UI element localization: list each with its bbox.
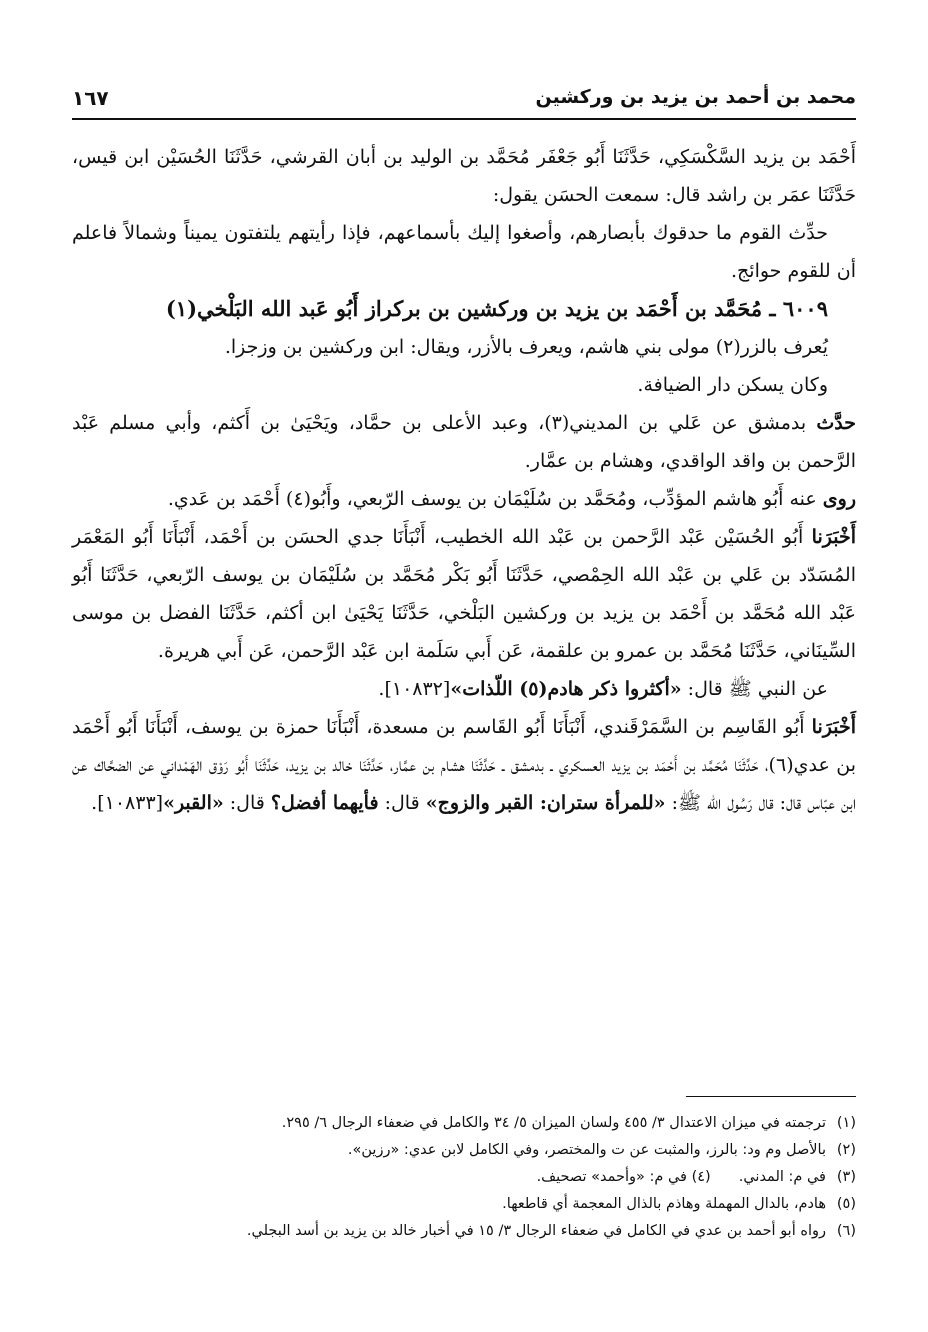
question-text: فأيهما أفضل؟ bbox=[270, 792, 379, 814]
footnote-number: (٥) bbox=[836, 1196, 856, 1212]
hadith-number: [١٠٨٣٣]. bbox=[91, 792, 164, 814]
lead-word: روى bbox=[822, 488, 856, 510]
footnote-text: رواه أبو أحمد بن عدي في الكامل في ضعفاء الرجال ٣/ ١٥ في أخبار خالد بن يزيد بن أسد البجلي. bbox=[246, 1223, 826, 1239]
footnote bbox=[72, 1191, 856, 1218]
footnote-text: بالأصل وم ود: بالرز، والمثبت عن ت والمختصر، وفي الكامل لابن عدي: «رزين». bbox=[347, 1142, 826, 1158]
footnote-number: (٦) bbox=[836, 1223, 856, 1239]
footnote-text: هادم، بالدال المهملة وهاذم بالذال المعجمة أي قاطعها. bbox=[502, 1196, 826, 1212]
connector-text: قال: bbox=[378, 792, 426, 814]
footnote-rule bbox=[686, 1096, 856, 1097]
hadith-intro: عن النبي ﷺ قال: bbox=[681, 678, 828, 700]
footnote-text: في م: «وأحمد» تصحيف. bbox=[536, 1169, 687, 1185]
running-header bbox=[72, 82, 856, 116]
paragraph-text: بدمشق عن عَلي بن المديني(٣)، وعبد الأعلى بن حمَّاد، ويَحْيَىٰ بن أَكثم، وأبي مسلم عَبْد الرَّحمن بن واقد الواقدي، وهشام بن عمَّار. bbox=[72, 412, 856, 472]
paragraph-narrated bbox=[72, 404, 856, 480]
paragraph-residence: وكان يسكن دار الضيافة. bbox=[637, 374, 828, 396]
paragraph-text: أَبُو الحُسَيْن عَبْد الرَّحمن بن عَبْد الله الخطيب، أَنْبَأَنَا جدي الحسَن بن أَحْمَد، أَنْبَأَنَا أَبُو المَعْمَر المُسَدّد بن عَلي بن عَبْد الله الحِمْصي، حَدَّثَنَا أَبُو بَكْر مُحَمَّد بن سُلَيْمَان بن يوسف الرّبعي، حَدَّثَنَا أَبُو عَبْد الله مُحَمَّد بن أَحْمَد بن يزيد بن وركشين البَلْخي، حَدَّثَنَا يَحْيَىٰ ابن أكثم، حَدَّثَنَا الفضل بن موسى السِّينَاني، حَدَّثَنَا مُحَمَّد بن عمرو بن علقمة، عَن أَبي سَلَمة ابن عَبْد الرَّحمن، عَن أَبي هريرة. bbox=[72, 526, 856, 662]
header-title: محمد بن أحمد بن يزيد بن وركشين bbox=[535, 86, 856, 108]
paragraph-known-as: يُعرف بالزر(٢) مولى بني هاشم، ويعرف بالأزر، ويقال: ابن وركشين بن وزجزا. bbox=[224, 336, 828, 358]
main-text bbox=[72, 138, 856, 822]
connector-text: قال: bbox=[223, 792, 271, 814]
paragraph-text: عنه أَبُو هاشم المؤدِّب، ومُحَمَّد بن سُلَيْمَان بن يوسف الرّبعي، وأَبُو(٤) أَحْمَد بن عَدي. bbox=[167, 488, 823, 510]
hadith-number: [١٠٨٣٢]. bbox=[378, 678, 451, 700]
footnotes bbox=[72, 1110, 856, 1245]
paragraph-text: أَبُو القَاسِم بن السَّمَرْقَندي، أَنْبَأَنَا أَبُو القَاسم بن مسعدة، أَنْبَأَنَا حمزة بن يوسف، أَنْبَأَنَا أَبُو أَحْمَد بن عدي(٦)، حَدَّثَنَا مُحَمَّد بن أَحْمَد بن يزيد العسكري ـ بدمشق ـ حَدَّثَنَا هشام بن عمَّار، حَدَّثَنَا خالد بن يزيد، حَدَّثَنَا أَبُو رَوْق الهَمْداني عن الضحَّاك عن ابن عبّاس قال: قال رَسُول الله ﷺ: bbox=[72, 716, 856, 814]
lead-word: حدَّث bbox=[816, 412, 856, 434]
paragraph-narrators bbox=[72, 480, 856, 518]
footnote-text: في م: المدني. bbox=[738, 1169, 826, 1185]
paragraph-quote: حدِّث القوم ما حدقوك بأبصارهم، وأصغوا إليك بأسماعهم، فإذا رأيتهم يلتفتون يميناً وشمالاً فاعلم أن للقوم حوائج. bbox=[72, 222, 856, 282]
paragraph-chain-1 bbox=[72, 518, 856, 670]
footnote bbox=[72, 1218, 856, 1245]
paragraph-isnad: أَحْمَد بن يزيد السَّكْسَكِي، حَدَّثَنَا أَبُو جَعْفَر مُحَمَّد بن الوليد بن أبان القرشي، حَدَّثَنَا الحُسَيْن ابن قيس، حَدَّثَنَا عمَر بن راشد قال: سمعت الحسَن يقول: bbox=[72, 146, 856, 206]
footnote-text: ترجمته في ميزان الاعتدال ٣/ ٤٥٥ ولسان الميزان ٥/ ٣٤ والكامل في ضعفاء الرجال ٦/ ٢٩٥. bbox=[281, 1115, 826, 1131]
footnote-number: (١) bbox=[836, 1115, 856, 1131]
hadith-text: «أكثروا ذكر هادم(٥) اللّذات» bbox=[450, 678, 682, 700]
footnote-number: (٤) bbox=[691, 1169, 711, 1185]
hadith-text: «للمرأة ستران: القبر والزوج» bbox=[425, 792, 666, 814]
paragraph-hadith-1 bbox=[72, 670, 856, 708]
footnote bbox=[72, 1110, 856, 1137]
header-rule bbox=[72, 118, 856, 120]
answer-text: «القبر» bbox=[163, 792, 224, 814]
footnote-number: (٢) bbox=[836, 1142, 856, 1158]
footnote bbox=[72, 1137, 856, 1164]
page-number: ١٦٧ bbox=[72, 86, 109, 110]
paragraph-chain-2 bbox=[72, 708, 856, 822]
footnote bbox=[72, 1164, 856, 1191]
lead-word: أَخْبَرَنا bbox=[811, 526, 856, 548]
lead-word: أَخْبَرَنا bbox=[811, 716, 856, 738]
entry-heading: ٦٠٠٩ ـ مُحَمَّد بن أَحْمَد بن يزيد بن وركشين بن بركراز أَبُو عَبد الله البَلْخي(١) bbox=[165, 296, 828, 321]
footnote-number: (٣) bbox=[836, 1169, 856, 1185]
